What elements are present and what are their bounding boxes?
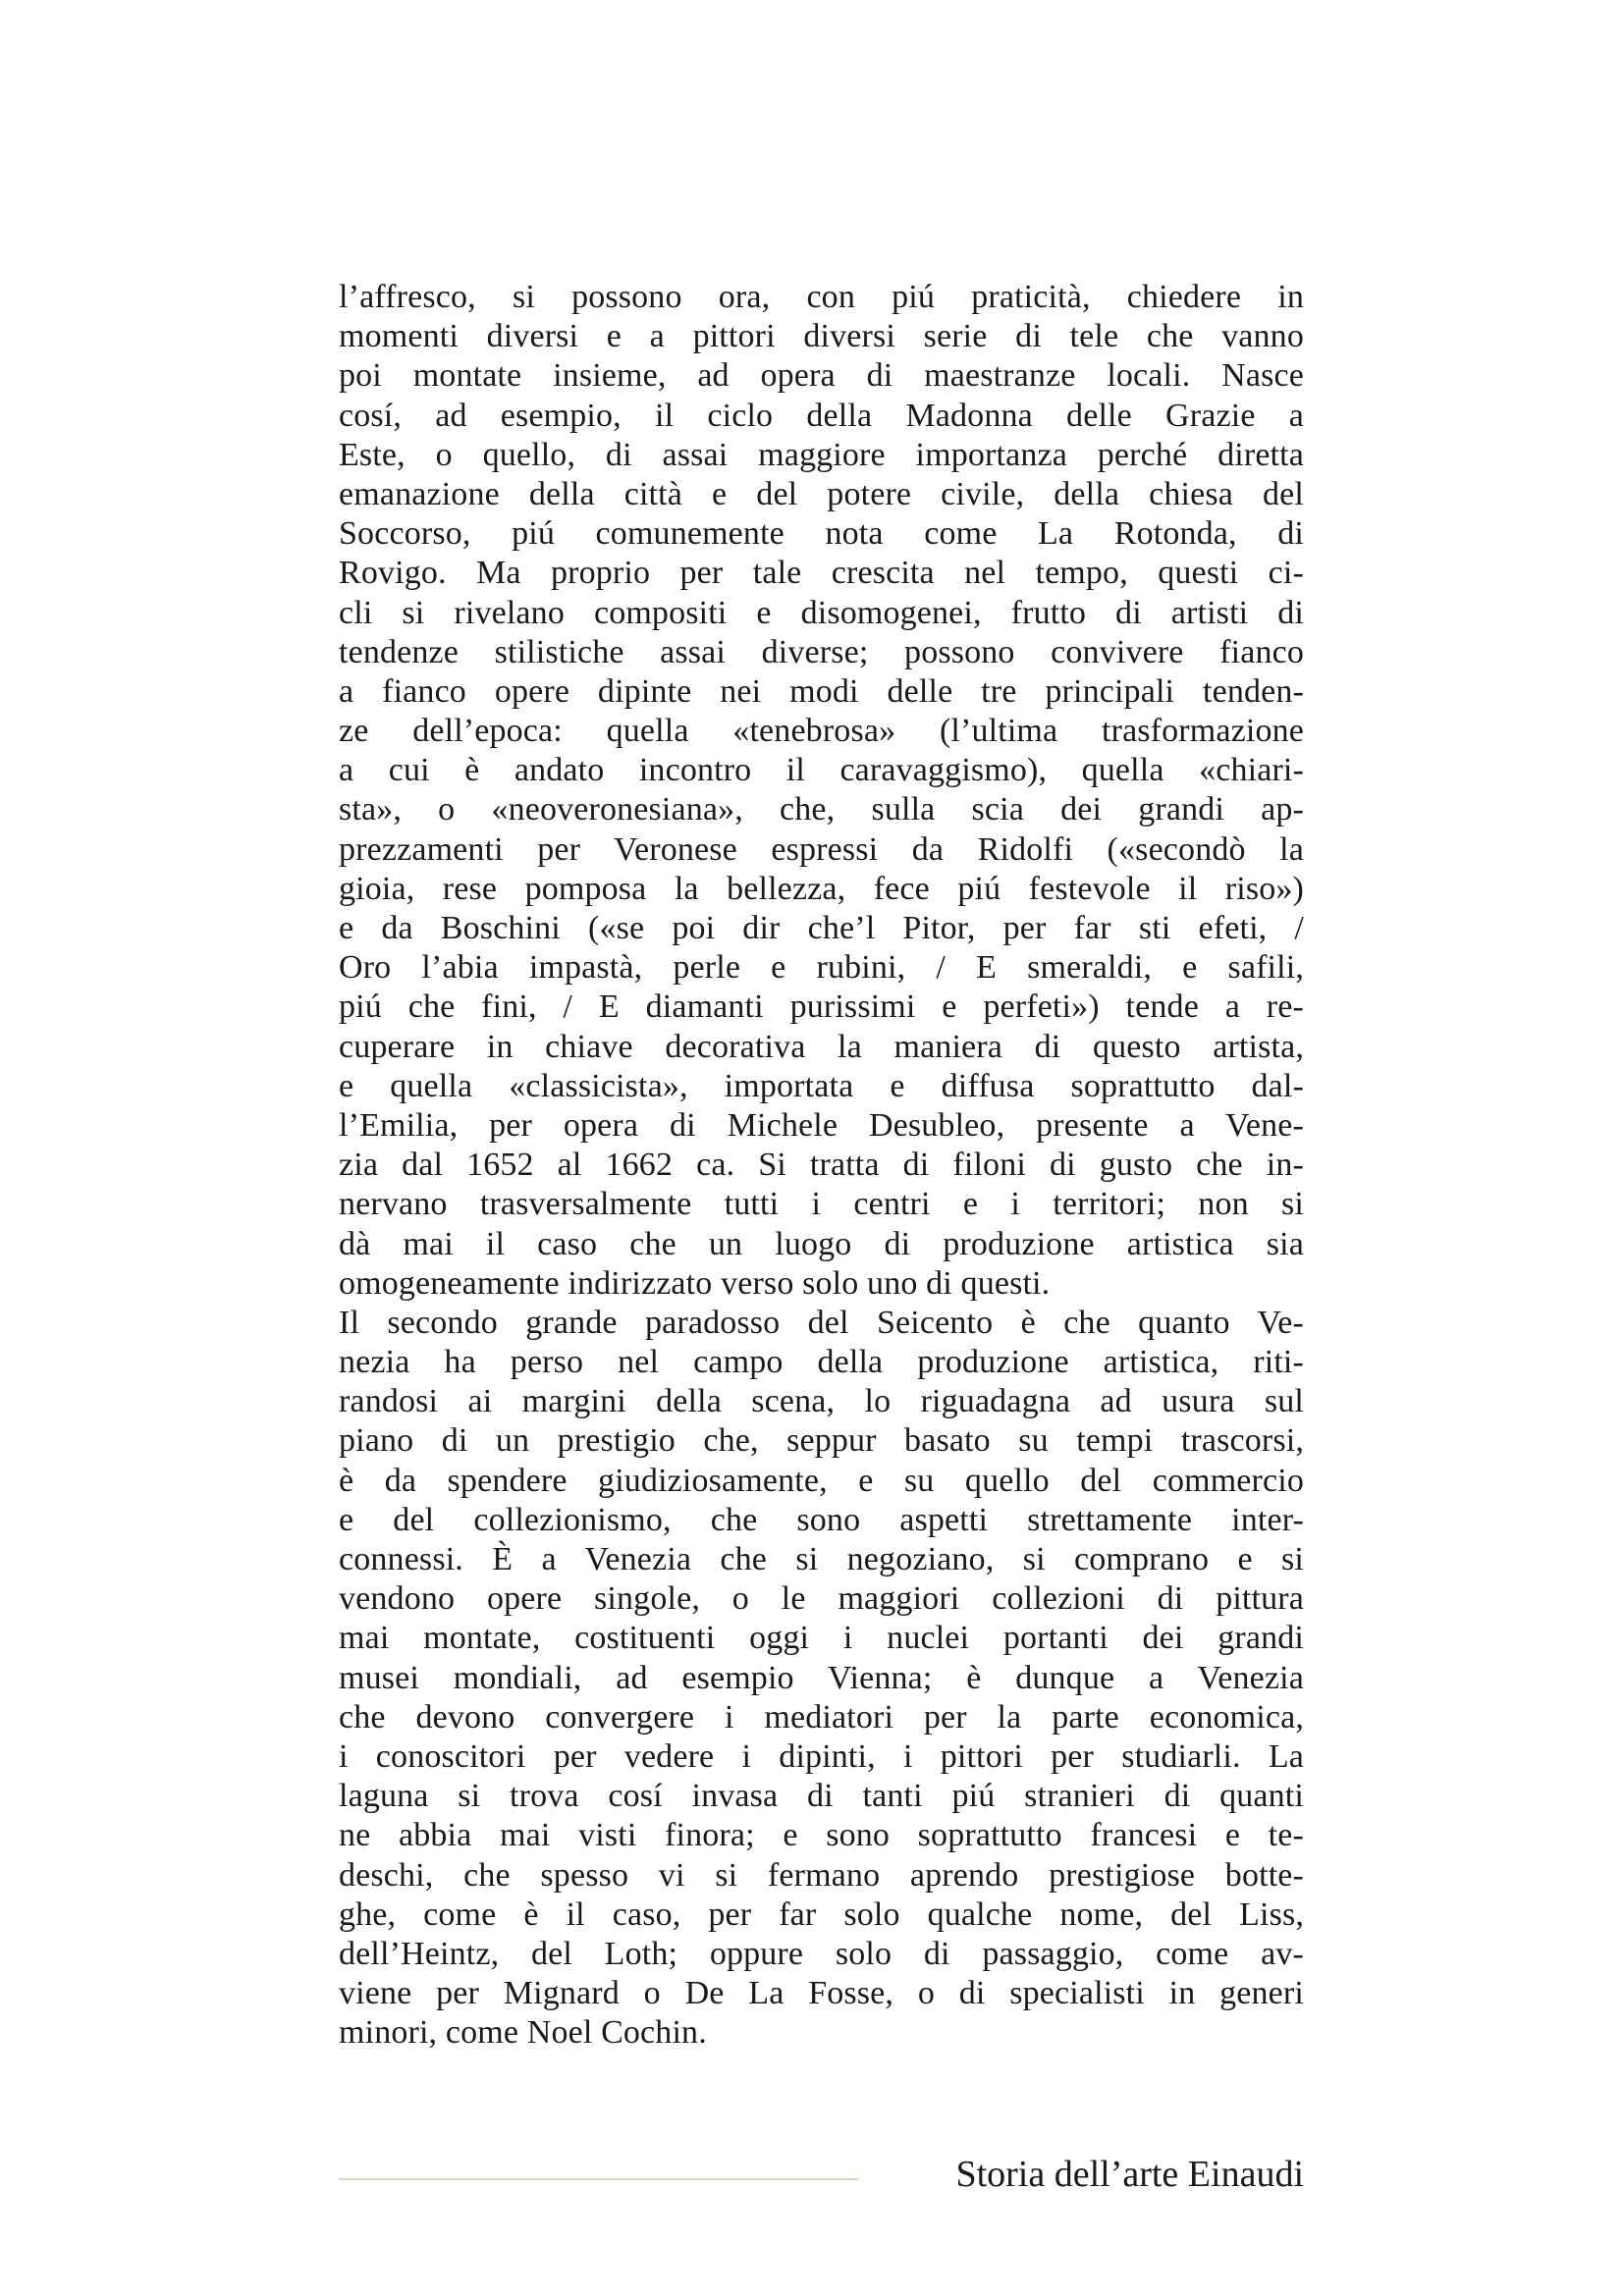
text-line: è da spendere giudiziosamente, e su quello del commercio — [339, 1462, 1304, 1499]
text-line: Rovigo. Ma proprio per tale crescita nel tempo, questi ci- — [339, 555, 1304, 592]
text-line: vendono opere singole, o le maggiori collezioni di pittura — [339, 1580, 1304, 1618]
text-line: emanazione della città e del potere civile, della chiesa del — [339, 475, 1304, 512]
text-line: musei mondiali, ad esempio Vienna; è dunque a Venezia — [339, 1659, 1304, 1696]
footer-rule — [339, 2178, 859, 2180]
text-line: dell’Heintz, del Loth; oppure solo di passaggio, come av- — [339, 1935, 1304, 1972]
text-line: e quella «classicista», importata e diffusa soprattutto dal- — [339, 1067, 1304, 1104]
text-line: viene per Mignard o De La Fosse, o di specialisti in generi — [339, 1975, 1304, 2012]
text-line: a fianco opere dipinte nei modi delle tre principali tenden- — [339, 672, 1304, 710]
text-line: nezia ha perso nel campo della produzione artistica, riti- — [339, 1344, 1304, 1381]
text-line: a cui è andato incontro il caravaggismo), quella «chiari- — [339, 752, 1304, 789]
text-line: minori, come Noel Cochin. — [339, 2014, 707, 2052]
text-line: sta», o «neoveronesiana», che, sulla scia dei grandi ap- — [339, 791, 1304, 828]
text-line: piú che fini, / E diamanti purissimi e perfeti») tende a re- — [339, 988, 1304, 1026]
text-line: poi montate insieme, ad opera di maestranze locali. Nasce — [339, 357, 1304, 395]
text-line: deschi, che spesso vi si fermano aprendo prestigiose botte- — [339, 1856, 1304, 1894]
text-line: cuperare in chiave decorativa la maniera di questo artista, — [339, 1028, 1304, 1065]
text-line: randosi ai margini della scena, lo riguadagna ad usura sul — [339, 1383, 1304, 1420]
text-line: zia dal 1652 al 1662 ca. Si tratta di filoni di gusto che in- — [339, 1147, 1304, 1184]
text-line: dà mai il caso che un luogo di produzione artistica sia — [339, 1225, 1304, 1262]
text-line: Soccorso, piú comunemente nota come La Rotonda, di — [339, 515, 1304, 553]
text-line: mai montate, costituenti oggi i nuclei portanti dei grandi — [339, 1620, 1304, 1657]
text-line: cosí, ad esempio, il ciclo della Madonna delle Grazie a — [339, 397, 1304, 434]
text-line: i conoscitori per vedere i dipinti, i pittori per studiarli. La — [339, 1737, 1304, 1775]
text-line: piano di un prestigio che, seppur basato su tempi trascorsi, — [339, 1422, 1304, 1460]
text-line: gioia, rese pomposa la bellezza, fece piú festevole il riso») — [339, 870, 1304, 907]
text-line: tendenze stilistiche assai diverse; possono convivere fianco — [339, 633, 1304, 670]
body-text — [339, 278, 1304, 2053]
text-line: nervano trasversalmente tutti i centri e i territori; non si — [339, 1186, 1304, 1223]
text-line: ghe, come è il caso, per far solo qualche nome, del Liss, — [339, 1896, 1304, 1933]
text-line: cli si rivelano compositi e disomogenei, frutto di artisti di — [339, 594, 1304, 631]
text-line: ne abbia mai visti finora; e sono soprattutto francesi e te- — [339, 1817, 1304, 1854]
text-line: laguna si trova cosí invasa di tanti piú stranieri di quanti — [339, 1778, 1304, 1815]
text-line: connessi. È a Venezia che si negoziano, si comprano e si — [339, 1541, 1304, 1577]
text-line: che devono convergere i mediatori per la parte economica, — [339, 1698, 1304, 1735]
text-line: e del collezionismo, che sono aspetti strettamente inter- — [339, 1501, 1304, 1538]
text-line: e da Boschini («se poi dir che’l Pitor, per far sti efeti, / — [339, 910, 1304, 946]
text-line: ze dell’epoca: quella «tenebrosa» (l’ultima trasformazione — [339, 713, 1304, 750]
text-line: Il secondo grande paradosso del Seicento è che quanto Ve- — [339, 1304, 1304, 1341]
text-line: Este, o quello, di assai maggiore importanza perché diretta — [339, 436, 1304, 473]
text-line: Oro l’abia impastà, perle e rubini, / E smeraldi, e safili, — [339, 949, 1304, 987]
text-line: momenti diversi e a pittori diversi serie di tele che vanno — [339, 318, 1304, 355]
text-line: prezzamenti per Veronese espressi da Ridolfi («secondò la — [339, 830, 1304, 868]
text-line: l’Emilia, per opera di Michele Desubleo, presente a Vene- — [339, 1106, 1304, 1144]
text-line: l’affresco, si possono ora, con piú praticità, chiedere in — [339, 279, 1304, 315]
text-line: omogeneamente indirizzato verso solo uno di questi. — [339, 1264, 1051, 1302]
footer-title: Storia dell’arte Einaudi — [955, 2154, 1304, 2195]
